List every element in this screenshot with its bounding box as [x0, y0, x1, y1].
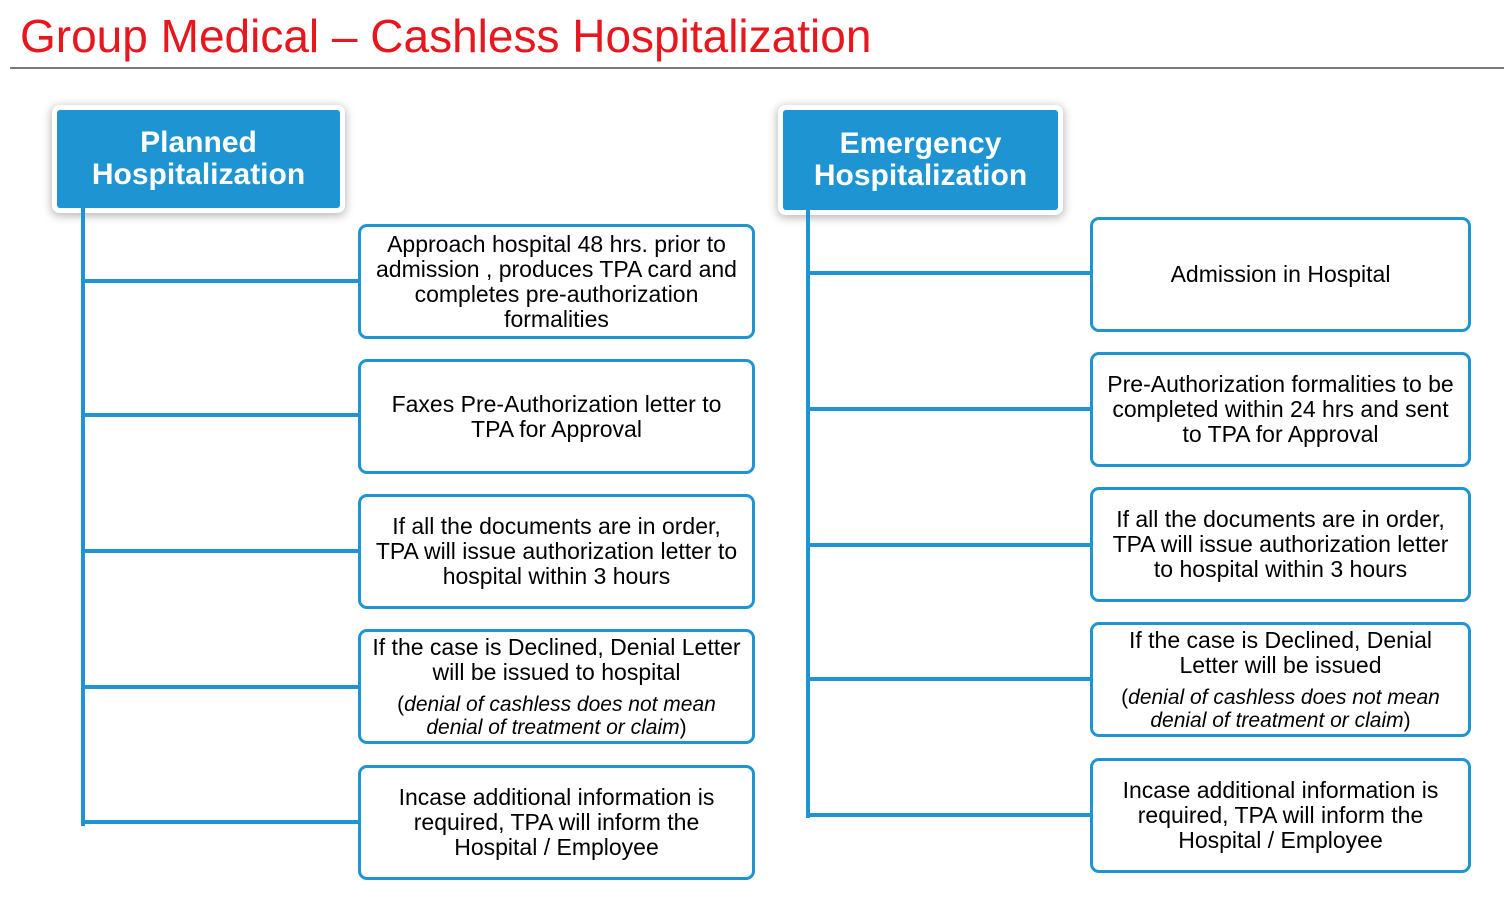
emergency-step-4-note	[1103, 686, 1458, 732]
planned-trunk-line	[81, 208, 85, 826]
emergency-step-5-text: Incase additional information is required, TPA will inform the Hospital / Employee	[1122, 777, 1439, 853]
planned-step-5	[358, 765, 755, 880]
planned-step-5-text: Incase additional information is required, TPA will inform the Hospital / Employee	[398, 784, 715, 860]
emergency-step-2	[1090, 352, 1471, 467]
emergency-heading-line1: Emergency	[839, 127, 1002, 160]
planned-connector-1	[81, 279, 361, 283]
planned-step-3	[358, 494, 755, 609]
planned-heading-line1: Planned	[140, 126, 257, 159]
emergency-step-4-text: If the case is Declined, Denial Letter will be issued	[1129, 626, 1432, 678]
planned-connector-3	[81, 549, 361, 553]
planned-heading	[57, 110, 340, 208]
emergency-connector-2	[806, 407, 1093, 411]
emergency-step-3	[1090, 487, 1471, 602]
title-divider	[10, 67, 1504, 69]
emergency-connector-5	[806, 813, 1093, 817]
emergency-step-3-text: If all the documents are in order, TPA will issue authorization letter to hospital within 3 hours	[1112, 506, 1449, 582]
planned-step-4-note	[371, 693, 742, 739]
planned-connector-4	[81, 685, 361, 689]
emergency-step-4-note-text: denial of cashless does not mean denial of treatment or claim	[1128, 685, 1440, 732]
planned-step-4-note-open: (	[397, 692, 405, 716]
planned-step-4-note-text: denial of cashless does not mean denial of treatment or claim	[404, 692, 716, 739]
planned-connector-2	[81, 413, 361, 417]
emergency-heading	[783, 110, 1058, 210]
emergency-step-4-note-open: (	[1121, 685, 1129, 709]
emergency-step-2-text: Pre-Authorization formalities to be completed within 24 hrs and sent to TPA for Approval	[1107, 371, 1454, 447]
planned-step-4-note-close: )	[679, 715, 687, 739]
planned-connector-5	[81, 820, 361, 824]
emergency-connector-1	[806, 271, 1093, 275]
emergency-step-1-text: Admission in Hospital	[1170, 261, 1391, 287]
planned-step-4-text: If the case is Declined, Denial Letter will be issued to hospital	[372, 633, 741, 685]
planned-step-1	[358, 224, 755, 339]
emergency-step-4-note-close: )	[1403, 708, 1411, 732]
emergency-step-1	[1090, 217, 1471, 332]
emergency-heading-line2: Hospitalization	[813, 159, 1028, 192]
emergency-trunk-line	[806, 210, 810, 818]
emergency-connector-3	[806, 543, 1093, 547]
page-title: Group Medical – Cashless Hospitalization	[20, 10, 872, 62]
emergency-step-4	[1090, 622, 1471, 737]
planned-step-4	[358, 629, 755, 744]
planned-step-3-text: If all the documents are in order, TPA will issue authorization letter to hospital within 3 hours	[375, 513, 738, 589]
planned-step-2	[358, 359, 755, 474]
emergency-connector-4	[806, 677, 1093, 681]
planned-heading-line2: Hospitalization	[91, 158, 306, 191]
planned-step-2-text: Faxes Pre-Authorization letter to TPA for Approval	[391, 390, 722, 442]
planned-step-1-text: Approach hospital 48 hrs. prior to admission , produces TPA card and completes pre-authorization formalities	[376, 230, 737, 332]
emergency-step-5	[1090, 758, 1471, 873]
